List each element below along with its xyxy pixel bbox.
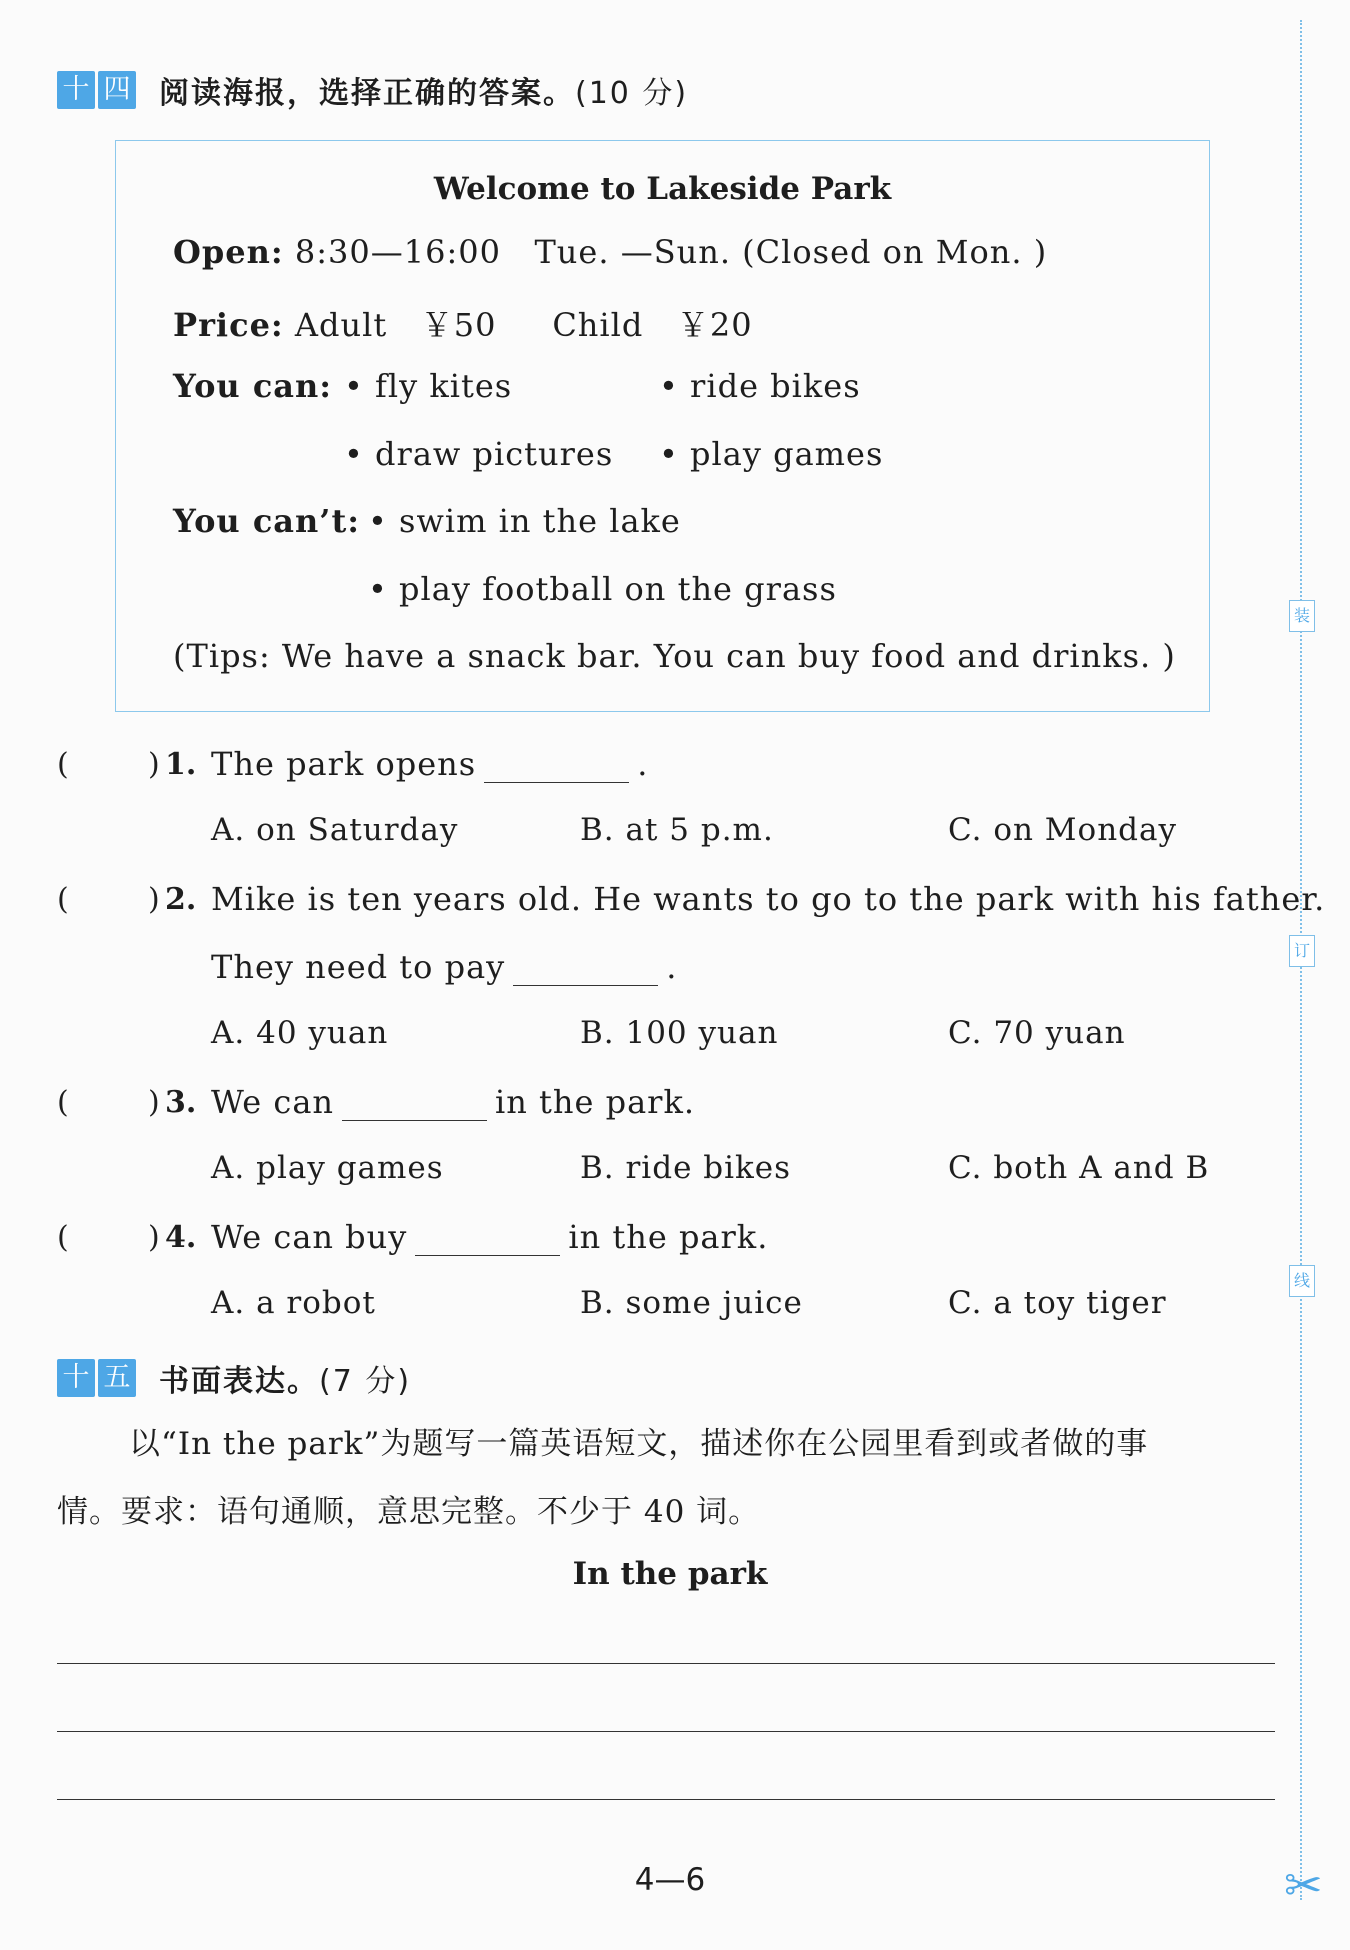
- essay-title: In the park: [572, 1556, 768, 1592]
- question-stem: We can in the park.: [211, 1083, 696, 1121]
- option-b: B. 100 yuan: [580, 1015, 779, 1051]
- poster-title: Welcome to Lakeside Park: [433, 171, 892, 207]
- question-stem: Mike is ten years old. He wants to go to the park with his father.: [211, 880, 1326, 918]
- answer-paren-right: ): [148, 1220, 160, 1255]
- writing-instruction: 以“In the park”为题写一篇英语短文，描述你在公园里看到或者做的事 情。要求：语句通顺，意思完整。不少于 40 词。: [57, 1426, 1149, 1530]
- option-a: A. 40 yuan: [211, 1015, 389, 1051]
- answer-blank: [415, 1225, 560, 1256]
- answer-paren-right: ): [148, 882, 160, 917]
- badge-char: 四: [98, 71, 136, 109]
- poster-open-line: Open: 8:30—16:00 Tue. —Sun. (Closed on Mon. ): [173, 233, 1048, 271]
- option-b: B. at 5 p.m.: [580, 812, 774, 848]
- question-stem: We can buy in the park.: [211, 1218, 769, 1256]
- side-tag-order: 订: [1289, 935, 1315, 967]
- option-a: A. a robot: [211, 1285, 376, 1321]
- poster-can-item: • ride bikes: [659, 367, 861, 405]
- section-15-header: [57, 1356, 411, 1400]
- poster-cant-item: • swim in the lake: [368, 502, 681, 540]
- answer-paren-right: ): [148, 747, 160, 782]
- option-c: C. a toy tiger: [948, 1285, 1167, 1321]
- side-tag-binding: 装: [1289, 600, 1315, 632]
- badge-char: 五: [98, 1359, 136, 1397]
- poster-can-item: • fly kites: [344, 367, 512, 405]
- question-number: 2.: [165, 882, 197, 917]
- scissors-icon: ✂: [1284, 1858, 1323, 1912]
- answer-paren-right: ): [148, 1085, 160, 1120]
- question-number: 1.: [165, 747, 197, 782]
- answer-paren-left: (: [57, 747, 69, 782]
- writing-line[interactable]: [57, 1799, 1275, 1800]
- page-number: 4—6: [634, 1862, 706, 1898]
- question-stem: The park opens .: [211, 745, 649, 783]
- poster-can-item: • draw pictures: [344, 435, 613, 473]
- question-stem-line2: They need to pay .: [211, 948, 678, 986]
- answer-paren-left: (: [57, 1220, 69, 1255]
- writing-line[interactable]: [57, 1663, 1275, 1664]
- section-15-title: 书面表达。(7 分): [159, 1364, 412, 1399]
- park-poster: [115, 140, 1210, 712]
- answer-blank: [484, 752, 629, 783]
- option-a: A. play games: [211, 1150, 444, 1186]
- question-number: 4.: [165, 1220, 197, 1255]
- writing-line[interactable]: [57, 1731, 1275, 1732]
- section-14-badge: [57, 71, 139, 109]
- answer-blank: [342, 1090, 487, 1121]
- poster-cant-label: You can’t:: [173, 502, 361, 540]
- poster-price-line: Price: Adult ￥50 Child ￥20: [173, 306, 753, 344]
- badge-char: 十: [57, 71, 95, 109]
- option-b: B. some juice: [580, 1285, 803, 1321]
- section-14-header: [57, 68, 688, 112]
- option-c: C. on Monday: [948, 812, 1178, 848]
- option-c: C. both A and B: [948, 1150, 1210, 1186]
- answer-blank: [513, 955, 658, 986]
- answer-paren-left: (: [57, 1085, 69, 1120]
- poster-cant-item: • play football on the grass: [368, 570, 837, 608]
- side-tag-line: 线: [1289, 1265, 1315, 1297]
- answer-paren-left: (: [57, 882, 69, 917]
- option-c: C. 70 yuan: [948, 1015, 1126, 1051]
- question-number: 3.: [165, 1085, 197, 1120]
- poster-can-label: You can:: [173, 367, 333, 405]
- option-a: A. on Saturday: [211, 812, 459, 848]
- option-b: B. ride bikes: [580, 1150, 792, 1186]
- poster-can-item: • play games: [659, 435, 883, 473]
- section-14-title: 阅读海报，选择正确的答案。(10 分): [159, 76, 689, 111]
- poster-tips: (Tips: We have a snack bar. You can buy food and drinks. ): [173, 637, 1176, 675]
- badge-char: 十: [57, 1359, 95, 1397]
- section-15-badge: [57, 1359, 139, 1397]
